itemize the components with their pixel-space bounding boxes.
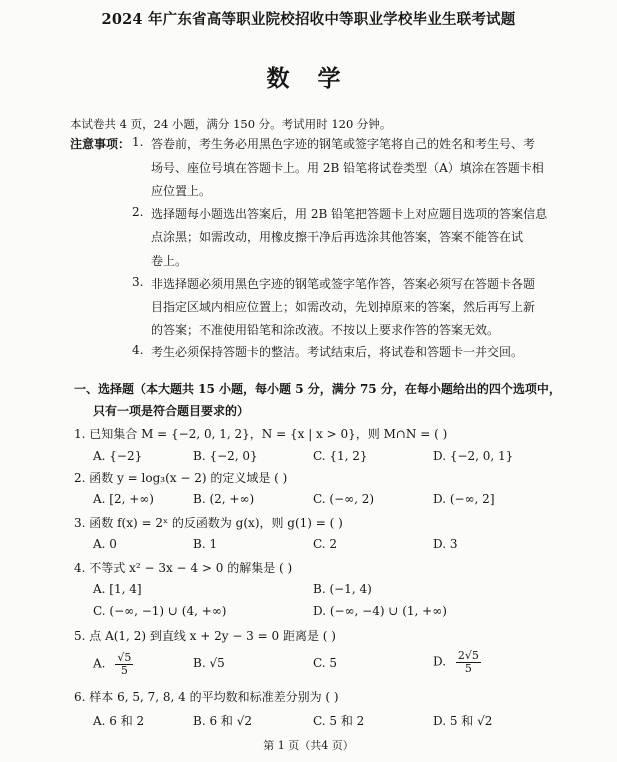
notice-item-1-line-2: 场号、座位号填在答题卡上。用 2B 铅笔将试卷类型（A）填涂在答题卡相 bbox=[151, 161, 544, 175]
question-2-option-a: A. [2, +∞) bbox=[93, 492, 154, 506]
question-3-option-b: B. 1 bbox=[193, 537, 218, 551]
question-3-option-c: C. 2 bbox=[313, 537, 338, 551]
exam-header: 2024 年广东省高等职业院校招收中等职业学校毕业生联考试题 bbox=[101, 11, 516, 28]
question-2-option-c: C. (−∞, 2) bbox=[313, 492, 375, 506]
notice-item-4-number: 4. bbox=[132, 343, 144, 357]
question-3-option-a: A. 0 bbox=[93, 537, 117, 551]
question-5-option-b: B. √5 bbox=[193, 656, 225, 670]
notice-label: 注意事项： bbox=[70, 137, 131, 151]
question-2-option-d: D. (−∞, 2] bbox=[433, 492, 495, 506]
question-4-option-c: C. (−∞, −1) ∪ (4, +∞) bbox=[93, 604, 227, 618]
question-6-stem: 6. 样本 6, 5, 7, 8, 4 的平均数和标准差分别为 ( ) bbox=[74, 690, 339, 704]
fraction-denominator: 5 bbox=[464, 661, 472, 675]
question-1-stem: 1. 已知集合 M = {−2, 0, 1, 2}，N = {x | x > 0}，则 M∩N = ( ) bbox=[74, 427, 448, 441]
question-6-option-c: C. 5 和 2 bbox=[313, 714, 365, 728]
fraction-denominator: 5 bbox=[120, 663, 128, 677]
question-5-option-a bbox=[93, 652, 133, 676]
question-6-option-d: D. 5 和 √2 bbox=[433, 714, 493, 728]
question-4-option-d: D. (−∞, −4) ∪ (1, +∞) bbox=[313, 604, 447, 618]
question-2-option-b: B. (2, +∞) bbox=[193, 492, 255, 506]
notice-item-1-line-3: 应位置上。 bbox=[151, 184, 212, 198]
question-1-option-a: A. {−2} bbox=[93, 449, 143, 463]
notice-item-4-line-1: 考生必须保持答题卡的整洁。考试结束后，将试卷和答题卡一并交回。 bbox=[151, 345, 524, 359]
notice-item-3-number: 3. bbox=[132, 275, 144, 289]
question-6-option-a: A. 6 和 2 bbox=[93, 714, 145, 728]
notice-item-1-number: 1. bbox=[132, 135, 144, 149]
fraction-numerator: √5 bbox=[117, 651, 132, 664]
question-2-stem: 2. 函数 y = log₃(x − 2) 的定义域是 ( ) bbox=[74, 471, 288, 485]
notice-item-3-line-3: 的答案；不准使用铅笔和涂改液。不按以上要求作答的答案无效。 bbox=[151, 323, 500, 337]
question-4-option-a: A. [1, 4] bbox=[93, 582, 142, 596]
question-5-option-a-label: A. bbox=[93, 656, 106, 671]
question-5-stem: 5. 点 A(1, 2) 到直线 x + 2y − 3 = 0 距离是 ( ) bbox=[74, 629, 336, 643]
question-3-stem: 3. 函数 f(x) = 2ˣ 的反函数为 g(x)，则 g(1) = ( ) bbox=[74, 516, 343, 530]
notice-item-2-line-2: 点涂黑；如需改动，用橡皮擦干净后再选涂其他答案，答案不能答在试 bbox=[151, 230, 524, 244]
notice-item-2-number: 2. bbox=[132, 205, 144, 219]
question-5-option-d bbox=[433, 650, 481, 674]
question-1-option-b: B. {−2, 0} bbox=[193, 449, 258, 463]
notice-item-2-line-1: 选择题每小题选出答案后，用 2B 铅笔把答题卡上对应题目选项的答案信息 bbox=[151, 207, 548, 221]
question-4-option-b: B. (−1, 4) bbox=[313, 582, 372, 596]
question-5-option-d-fraction bbox=[456, 650, 481, 674]
exam-intro: 本试卷共 4 页，24 小题，满分 150 分。考试用时 120 分钟。 bbox=[70, 117, 392, 131]
question-5-option-a-fraction bbox=[115, 652, 133, 676]
question-6-option-b: B. 6 和 √2 bbox=[193, 714, 252, 728]
notice-item-3-line-2: 目指定区域内相应位置上；如需改动，先划掉原来的答案，然后再写上新 bbox=[151, 300, 536, 314]
notice-item-1-line-1: 答卷前，考生务必用黑色字迹的钢笔或签字笔将自己的姓名和考生号、考 bbox=[151, 137, 536, 151]
section-1-title: 一、选择题（本大题共 15 小题，每小题 5 分，满分 75 分，在每小题给出的四个选项中， bbox=[74, 382, 561, 396]
question-5-option-c: C. 5 bbox=[313, 656, 338, 670]
question-1-option-c: C. {1, 2} bbox=[313, 449, 368, 463]
subject-title: 数 学 bbox=[266, 65, 351, 92]
question-3-option-d: D. 3 bbox=[433, 537, 458, 551]
fraction-numerator: 2√5 bbox=[457, 649, 479, 662]
question-4-stem: 4. 不等式 x² − 3x − 4 > 0 的解集是 ( ) bbox=[74, 561, 293, 575]
section-1-title-cont: 只有一项是符合题目要求的） bbox=[93, 404, 250, 418]
question-5-option-d-label: D. bbox=[433, 654, 447, 669]
page-footer: 第 1 页（共4 页） bbox=[263, 739, 354, 752]
notice-item-2-line-3: 卷上。 bbox=[151, 254, 188, 268]
question-1-option-d: D. {−2, 0, 1} bbox=[433, 449, 514, 463]
notice-item-3-line-1: 非选择题必须用黑色字迹的钢笔或签字笔作答，答案必须写在答题卡各题 bbox=[151, 277, 536, 291]
